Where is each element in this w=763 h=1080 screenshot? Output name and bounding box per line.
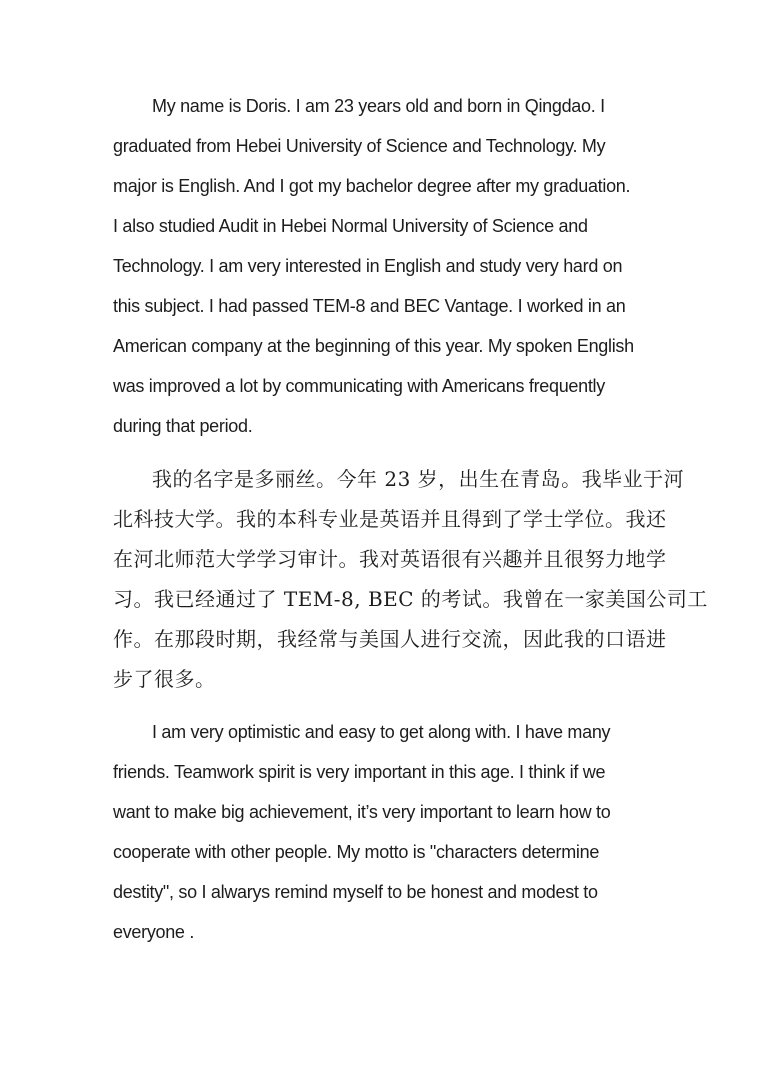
paragraph-1	[113, 86, 673, 446]
text-line: friends. Teamwork spirit is very important in this age. I think if we	[113, 762, 606, 782]
paragraph-2	[113, 459, 708, 699]
text-line: My name is Doris. I am 23 years old and born in Qingdao. I	[152, 96, 605, 116]
text-line: destity", so I alwarys remind myself to be honest and modest to	[113, 882, 598, 902]
document-body	[113, 86, 708, 965]
text-line: was improved a lot by communicating with Americans frequently	[113, 376, 605, 396]
text-line: Technology. I am very interested in English and study very hard on	[113, 256, 623, 276]
text-line: I am very optimistic and easy to get along with. I have many	[152, 722, 611, 742]
text-line: 习。我已经通过了 TEM-8, BEC 的考试。我曾在一家美国公司工	[113, 587, 708, 611]
text-line: 北科技大学。我的本科专业是英语并且得到了学士学位。我还	[113, 507, 667, 531]
text-line: 作。在那段时期，我经常与美国人进行交流，因此我的口语进	[113, 627, 667, 651]
text-line: I also studied Audit in Hebei Normal University of Science and	[113, 216, 588, 236]
text-line: 我的名字是多丽丝。今年 23 岁，出生在青岛。我毕业于河	[152, 467, 685, 491]
text-line: during that period.	[113, 416, 253, 436]
text-line: 在河北师范大学学习审计。我对英语很有兴趣并且很努力地学	[113, 547, 667, 571]
text-line: graduated from Hebei University of Science and Technology. My	[113, 136, 606, 156]
paragraph-3	[113, 712, 673, 952]
text-line: this subject. I had passed TEM-8 and BEC Vantage. I worked in an	[113, 296, 626, 316]
text-line: 步了很多。	[113, 667, 216, 691]
text-line: major is English. And I got my bachelor degree after my graduation.	[113, 176, 631, 196]
text-line: American company at the beginning of this year. My spoken English	[113, 336, 634, 356]
text-line: cooperate with other people. My motto is "characters determine	[113, 842, 600, 862]
text-line: everyone .	[113, 922, 195, 942]
text-line: want to make big achievement, it’s very important to learn how to	[113, 802, 611, 822]
